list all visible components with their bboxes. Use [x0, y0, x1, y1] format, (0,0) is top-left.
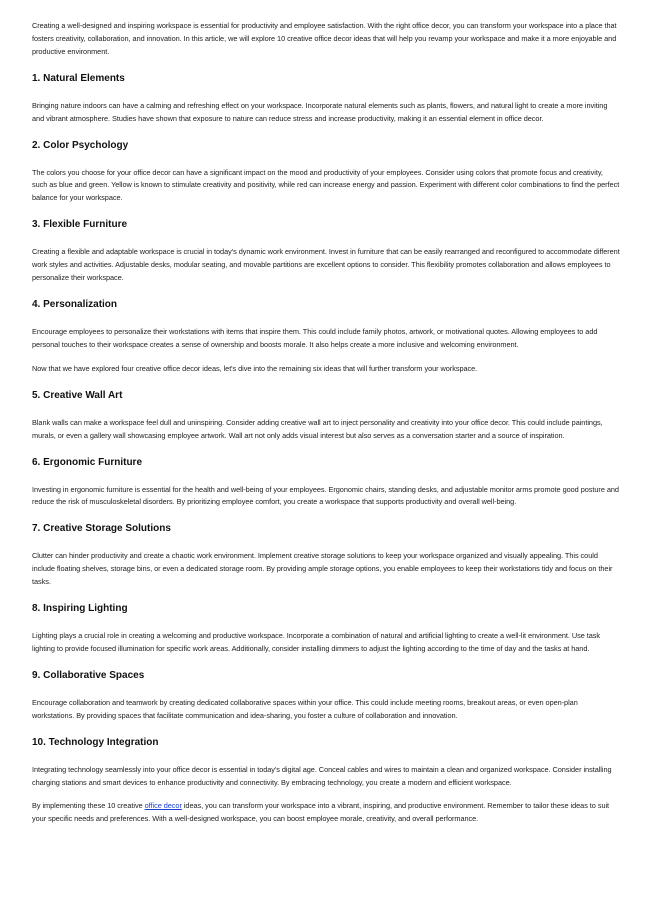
section-heading: 1. Natural Elements [32, 72, 125, 84]
section-paragraph: Investing in ergonomic furniture is essential for the health and well-being of your employees. Ergonomic chairs, standing desks, and adjustable monitor arms promote good posture and reduce the risk of musculoskeletal disorders. By prioritizing employee comfort, you create a workspace that supports productivity and overall well-being. [32, 484, 619, 507]
section-heading: 2. Color Psychology [32, 139, 129, 151]
closing-paragraph [32, 800, 620, 826]
section-heading: 10. Technology Integration [32, 736, 159, 748]
office-decor-link[interactable]: office decor [144, 801, 182, 811]
transition-paragraph: Now that we have explored four creative office decor ideas, let's dive into the remaining six ideas that will further transform your workspace. [32, 363, 478, 373]
section-paragraph: Encourage collaboration and teamwork by creating dedicated collaborative spaces within your office. This could include meeting rooms, breakout areas, or even open-plan workstations. By providing spaces that facilitate communication and idea-sharing, you foster a culture of collaboration and innovation. [32, 697, 578, 720]
section-paragraph: Lighting plays a crucial role in creating a welcoming and productive workspace. Incorporate a combination of natural and artificial lighting to create a well-lit environment. Use task lighting to provide focused illumination for specific work areas. Additionally, consider installing dimmers to adjust the lighting according to the time of day and the tasks at hand. [32, 631, 601, 653]
section-paragraph: Encourage employees to personalize their workstations with items that inspire them. This could include family photos, artwork, or motivational quotes. Allowing employees to add personal touches to their workspace creates a sense of ownership and boosts morale. It also helps create a more inclusive and welcoming environment. [32, 326, 598, 349]
closing-text-end: ideas, you can transform your workspace into a vibrant, inspiring, and productive environment. Remember to tailor these ideas to suit your specific needs and preferences. With a well-designed workspace, you can boost employee morale, creativity, and overall performance. [32, 801, 610, 824]
section-heading: 8. Inspiring Lighting [32, 603, 128, 615]
section-heading: 3. Flexible Furniture [32, 219, 128, 231]
section-paragraph: Clutter can hinder productivity and create a chaotic work environment. Implement creative storage solutions to keep your workspace organized and visually appealing. This could include floating shelves, storage bins, or even a dedicated storage room. By providing ample storage options, you enable employees to keep their workstations tidy and focus on their tasks. [32, 551, 613, 587]
section-paragraph: The colors you choose for your office decor can have a significant impact on the mood and productivity of your employees. Consider using colors that promote focus and creativity, such as blue and green. Yellow is known to stimulate creativity and positivity, while red can increase energy and passion. Experiment with different color combinations to find the perfect balance for your workspace. [32, 167, 620, 203]
intro-paragraph: Creating a well-designed and inspiring workspace is essential for productivity and employee satisfaction. With the right office decor, you can transform your workspace into a place that fosters creativity, collaboration, and innovation. In this article, we will explore 10 creative office decor ideas that will help you revamp your workspace and make it a more enjoyable and productive environment. [32, 21, 617, 56]
section-heading: 4. Personalization [32, 298, 118, 310]
section-paragraph: Integrating technology seamlessly into your office decor is essential in today's digital age. Conceal cables and wires to maintain a clean and organized workspace. Consider installing charging stations and smart devices to enhance productivity and connectivity. By embracing technology, you create a modern and efficient workspace. [32, 764, 612, 787]
section-heading: 6. Ergonomic Furniture [32, 456, 143, 468]
section-heading: 9. Collaborative Spaces [32, 669, 145, 681]
section-paragraph: Blank walls can make a workspace feel dull and uninspiring. Consider adding creative wall art to inject personality and creativity into your office decor. This could include paintings, murals, or even a gallery wall showcasing employee artwork. Wall art not only adds visual interest but also serves as a conversation starter and a source of inspiration. [32, 417, 603, 440]
section-paragraph: Bringing nature indoors can have a calming and refreshing effect on your workspace. Incorporate natural elements such as plants, flowers, and natural light to create a more inviting and vibrant atmosphere. Studies have shown that exposure to nature can reduce stress and increase productivity, making it an essential element in office decor. [32, 100, 608, 123]
closing-text-start: By implementing these 10 creative [32, 801, 145, 811]
section-heading: 7. Creative Storage Solutions [32, 523, 171, 535]
section-paragraph: Creating a flexible and adaptable workspace is crucial in today's dynamic work environment. Invest in furniture that can be easily rearranged and reconfigured to accommodate different work styles and activities. Adjustable desks, modular seating, and movable partitions are excellent options to consider. This flexibility promotes collaboration and allows employees to personalize their workspace. [32, 247, 620, 283]
section-heading: 5. Creative Wall Art [32, 389, 123, 401]
